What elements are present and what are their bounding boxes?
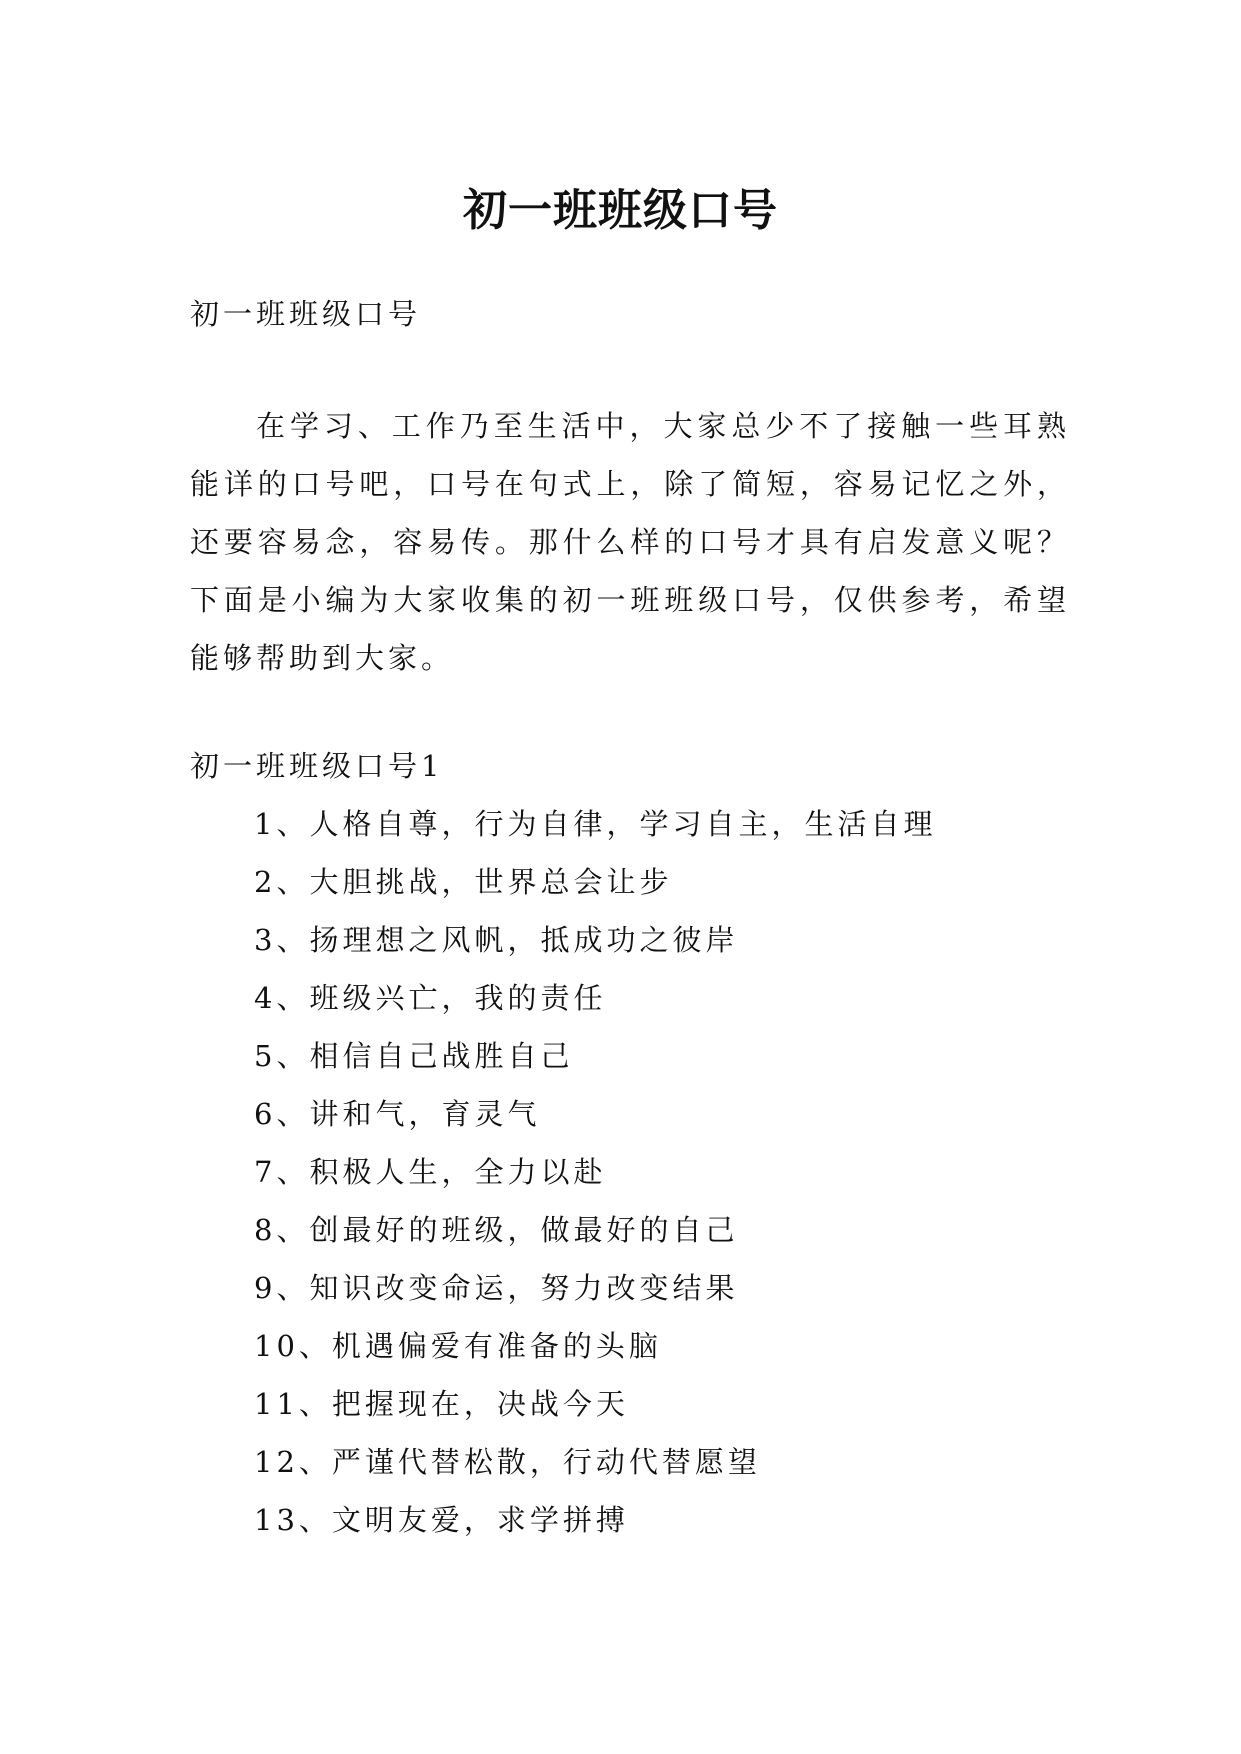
slogan-item: 3、扬理想之风帆，抵成功之彼岸 [254, 923, 739, 957]
slogan-item: 6、讲和气，育灵气 [254, 1097, 541, 1131]
slogan-item: 5、相信自己战胜自己 [254, 1039, 574, 1073]
section-heading: 初一班班级口号1 [190, 749, 444, 783]
slogan-list [190, 795, 1070, 1549]
slogan-item: 9、知识改变命运，努力改变结果 [254, 1271, 739, 1305]
slogan-item: 10、机遇偏爱有准备的头脑 [254, 1329, 662, 1363]
slogan-item: 12、严谨代替松散，行动代替愿望 [254, 1445, 761, 1479]
document-subtitle: 初一班班级口号 [190, 297, 422, 331]
slogan-item: 2、大胆挑战，世界总会让步 [254, 865, 673, 899]
slogan-item: 11、把握现在，决战今天 [254, 1387, 629, 1421]
slogan-item: 13、文明友爱，求学拼搏 [254, 1503, 629, 1537]
slogan-item: 7、积极人生，全力以赴 [254, 1155, 607, 1189]
slogan-item: 8、创最好的班级，做最好的自己 [254, 1213, 739, 1247]
document-body [190, 285, 1070, 1549]
slogan-item: 4、班级兴亡，我的责任 [254, 981, 607, 1015]
intro-paragraph: 在学习、工作乃至生活中，大家总少不了接触一些耳熟能详的口号吧，口号在句式上，除了简短，容易记忆之外，还要容易念，容易传。那什么样的口号才具有启发意义呢？下面是小编为大家收集的初一班班级口号，仅供参考，希望能够帮助到大家。 [190, 409, 1070, 675]
document-title: 初一班班级口号 [463, 185, 778, 237]
slogan-item: 1、人格自尊，行为自律，学习自主，生活自理 [254, 807, 937, 841]
